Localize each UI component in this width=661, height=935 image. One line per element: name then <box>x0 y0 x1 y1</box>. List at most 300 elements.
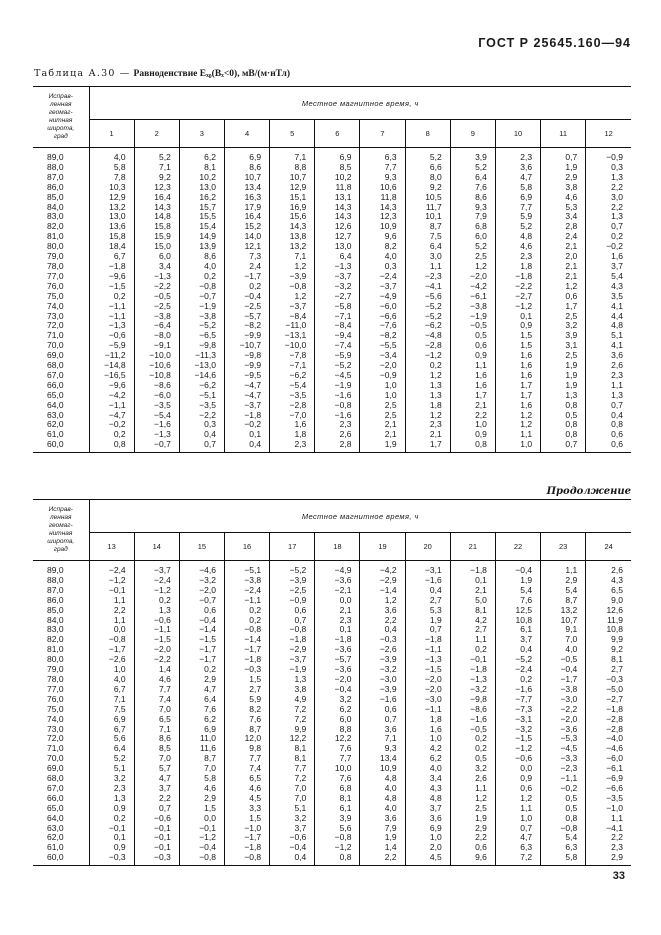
value-cell: 2,5 <box>450 252 495 262</box>
value-cell: 1,7 <box>495 391 540 401</box>
value-cell: 12,6 <box>315 222 360 232</box>
continuation-label: Продолжение <box>546 486 631 497</box>
value-cell: 2,6 <box>450 774 495 784</box>
value-cell: 12,3 <box>360 212 405 222</box>
value-cell: 12,0 <box>224 734 269 744</box>
value-cell: 15,2 <box>224 222 269 232</box>
value-cell: 7,7 <box>134 685 179 695</box>
value-cell: 0,7 <box>134 804 179 814</box>
latitude-cell: 64,0 <box>47 399 64 410</box>
value-cell: 1,2 <box>541 282 586 292</box>
value-cell: 0,9 <box>495 774 540 784</box>
value-cell: −5,6 <box>405 292 450 302</box>
value-cell: −3,3 <box>541 754 586 764</box>
value-cell: −3,7 <box>270 302 315 312</box>
value-cell: 7,6 <box>315 744 360 754</box>
value-cell: 0,1 <box>450 576 495 586</box>
value-cell: −2,0 <box>134 645 179 655</box>
value-cell: 10,6 <box>360 183 405 193</box>
value-cell: −4,7 <box>224 391 269 401</box>
value-cell: −1,3 <box>405 655 450 665</box>
value-cell: 1,1 <box>450 361 495 371</box>
value-cell: −4,5 <box>315 371 360 381</box>
value-cell: −0,4 <box>179 843 224 853</box>
value-cell: 5,8 <box>495 183 540 193</box>
value-cell: 8,5 <box>315 163 360 173</box>
value-cell: −0,1 <box>134 833 179 843</box>
value-cell: 2,2 <box>360 853 405 865</box>
value-cell: 4,1 <box>586 341 631 351</box>
value-cell: −1,8 <box>450 561 495 576</box>
value-cell: 16,4 <box>224 212 269 222</box>
value-cell: 1,0 <box>495 814 540 824</box>
value-cell: −3,7 <box>315 272 360 282</box>
value-cell: −0,8 <box>270 282 315 292</box>
value-cell: 7,1 <box>270 252 315 262</box>
latitude-cell: 71,0 <box>47 743 64 754</box>
value-cell: 0,7 <box>541 440 586 452</box>
latitude-cell: 73,0 <box>47 310 64 321</box>
value-cell: 0,1 <box>89 833 134 843</box>
value-cell: 6,9 <box>405 824 450 834</box>
value-cell: 0,6 <box>495 784 540 794</box>
value-cell: 14,3 <box>315 212 360 222</box>
value-cell: 1,9 <box>450 814 495 824</box>
value-cell: 4,7 <box>495 833 540 843</box>
value-cell: 1,5 <box>495 341 540 351</box>
table-row <box>33 853 631 865</box>
value-cell: 5,6 <box>89 734 134 744</box>
value-cell: −4,1 <box>405 282 450 292</box>
value-cell: 15,9 <box>134 232 179 242</box>
value-cell: 0,2 <box>450 734 495 744</box>
value-cell: −2,4 <box>360 272 405 282</box>
latitude-cell: 75,0 <box>47 290 64 301</box>
value-cell: −1,5 <box>495 734 540 744</box>
value-cell: 1,9 <box>541 381 586 391</box>
value-cell: −2,9 <box>360 576 405 586</box>
value-cell: −0,1 <box>134 824 179 834</box>
value-cell: 4,0 <box>89 675 134 685</box>
value-cell: 2,5 <box>450 804 495 814</box>
latitude-cell: 79,0 <box>47 664 64 675</box>
value-cell: −7,0 <box>270 411 315 421</box>
value-cell: 1,3 <box>541 391 586 401</box>
latitude-cell: 89,0 <box>47 565 64 575</box>
value-cell: −9,9 <box>224 361 269 371</box>
value-cell: 7,6 <box>179 705 224 715</box>
value-cell: −1,7 <box>179 655 224 665</box>
value-cell: 0,7 <box>179 440 224 452</box>
value-cell: 3,9 <box>541 331 586 341</box>
table-row <box>33 302 631 312</box>
value-cell: 7,5 <box>405 232 450 242</box>
value-cell: 1,9 <box>405 616 450 626</box>
value-cell: 12,6 <box>586 606 631 616</box>
value-cell: −0,6 <box>134 616 179 626</box>
value-cell: −2,0 <box>405 685 450 695</box>
value-cell: 0,2 <box>179 272 224 282</box>
latitude-cell: 84,0 <box>47 201 64 212</box>
value-cell: 8,6 <box>450 193 495 203</box>
value-cell: −1,2 <box>315 843 360 853</box>
value-cell: 1,0 <box>360 391 405 401</box>
value-cell: 4,7 <box>495 173 540 183</box>
value-cell: −0,2 <box>541 784 586 794</box>
value-cell: 5,7 <box>134 764 179 774</box>
value-cell: 1,6 <box>270 420 315 430</box>
value-cell: −2,4 <box>134 576 179 586</box>
value-cell: 7,2 <box>270 774 315 784</box>
value-cell: 6,6 <box>405 163 450 173</box>
value-cell: 1,2 <box>270 292 315 302</box>
value-cell: 13,4 <box>224 183 269 193</box>
value-cell: −4,9 <box>360 292 405 302</box>
value-cell: 1,4 <box>360 843 405 853</box>
value-cell: 1,0 <box>450 420 495 430</box>
latitude-cell: 80,0 <box>47 241 64 252</box>
value-cell: 4,8 <box>360 794 405 804</box>
value-cell: −2,2 <box>134 655 179 665</box>
value-cell: −3,2 <box>179 576 224 586</box>
value-cell: −6,2 <box>270 371 315 381</box>
value-cell: 11,8 <box>315 183 360 193</box>
value-cell: 0,6 <box>179 606 224 616</box>
value-cell: 0,8 <box>586 420 631 430</box>
value-cell: 1,6 <box>495 361 540 371</box>
value-cell: −6,0 <box>586 754 631 764</box>
value-cell: −5,3 <box>541 734 586 744</box>
value-cell: 0,5 <box>450 754 495 764</box>
latitude-cell: 69,0 <box>47 763 64 774</box>
value-cell: 6,5 <box>134 715 179 725</box>
value-cell: 13,2 <box>270 242 315 252</box>
value-cell: −1,7 <box>224 645 269 655</box>
value-cell: −2,8 <box>270 401 315 411</box>
value-cell: −3,5 <box>586 794 631 804</box>
value-cell: −3,8 <box>450 302 495 312</box>
value-cell: −1,6 <box>360 695 405 705</box>
value-cell: −1,5 <box>179 635 224 645</box>
value-cell: 10,8 <box>495 616 540 626</box>
value-cell: 2,6 <box>586 361 631 371</box>
value-cell: 10,8 <box>586 625 631 635</box>
latitude-cell: 80,0 <box>47 654 64 665</box>
value-cell: 2,7 <box>224 685 269 695</box>
value-cell: 5,4 <box>586 272 631 282</box>
value-cell: 1,3 <box>586 212 631 222</box>
value-cell: 0,2 <box>134 596 179 606</box>
value-cell: 0,1 <box>315 625 360 635</box>
value-cell: 0,3 <box>360 262 405 272</box>
data-table-hours-1-12 <box>33 86 631 453</box>
value-cell: 7,1 <box>360 734 405 744</box>
value-cell: 3,3 <box>224 804 269 814</box>
value-cell: 15,0 <box>134 242 179 252</box>
value-cell: 3,7 <box>586 262 631 272</box>
value-cell: 7,9 <box>360 824 405 834</box>
value-cell: 9,9 <box>586 635 631 645</box>
value-cell: 12,5 <box>495 606 540 616</box>
value-cell: 1,0 <box>89 665 134 675</box>
value-cell: 1,8 <box>405 715 450 725</box>
value-cell: 2,3 <box>586 843 631 853</box>
value-cell: 7,0 <box>179 764 224 774</box>
value-cell: 2,6 <box>586 561 631 576</box>
value-cell: −0,3 <box>89 853 134 865</box>
value-cell: 14,3 <box>360 203 405 213</box>
value-cell: 0,8 <box>541 420 586 430</box>
value-cell: −3,5 <box>270 391 315 401</box>
value-cell: −8,2 <box>224 321 269 331</box>
value-cell: −5,1 <box>179 391 224 401</box>
hour-header: 24 <box>586 533 631 561</box>
value-cell: −1,8 <box>405 635 450 645</box>
value-cell: −9,6 <box>89 272 134 282</box>
value-cell: 0,2 <box>450 744 495 754</box>
value-cell: 5,1 <box>586 331 631 341</box>
latitude-header: Исправ- ленная геомаг- нитная широта, град <box>33 500 89 561</box>
value-cell: −5,2 <box>495 655 540 665</box>
value-cell: 1,1 <box>450 635 495 645</box>
value-cell: −0,8 <box>315 833 360 843</box>
value-cell: −8,2 <box>360 331 405 341</box>
value-cell: 1,2 <box>495 420 540 430</box>
value-cell: 5,3 <box>405 606 450 616</box>
value-cell: 13,0 <box>89 212 134 222</box>
value-cell: 2,7 <box>586 665 631 675</box>
value-cell: 0,3 <box>586 163 631 173</box>
value-cell: −0,1 <box>89 586 134 596</box>
value-cell: 3,7 <box>405 804 450 814</box>
value-cell: 2,2 <box>450 833 495 843</box>
latitude-cell: 79,0 <box>47 251 64 262</box>
value-cell: 15,6 <box>270 212 315 222</box>
latitude-cell: 64,0 <box>47 812 64 823</box>
value-cell: 1,0 <box>495 440 540 452</box>
value-cell: 14,0 <box>224 232 269 242</box>
value-cell: −8,4 <box>270 312 315 322</box>
value-cell: 3,4 <box>405 774 450 784</box>
value-cell: 0,4 <box>360 625 405 635</box>
value-cell: 2,5 <box>360 401 405 411</box>
hour-header: 13 <box>89 533 134 561</box>
value-cell: 4,2 <box>450 616 495 626</box>
latitude-cell: 85,0 <box>47 604 64 615</box>
value-cell: 0,2 <box>450 645 495 655</box>
value-cell: 7,7 <box>495 203 540 213</box>
latitude-cell: 65,0 <box>47 389 64 400</box>
value-cell: −0,5 <box>450 321 495 331</box>
latitude-cell: 70,0 <box>47 340 64 351</box>
value-cell: 5,1 <box>89 764 134 774</box>
value-cell: 1,2 <box>360 596 405 606</box>
value-cell: 6,9 <box>224 148 269 163</box>
value-cell: 0,8 <box>541 401 586 411</box>
value-cell: −10,0 <box>270 341 315 351</box>
value-cell: 8,1 <box>586 655 631 665</box>
value-cell: 1,7 <box>450 391 495 401</box>
value-cell: −2,4 <box>495 665 540 675</box>
value-cell: 11,9 <box>586 616 631 626</box>
value-cell: 2,1 <box>450 586 495 596</box>
value-cell: 2,7 <box>450 625 495 635</box>
hour-header: 4 <box>224 120 269 148</box>
value-cell: 0,8 <box>450 440 495 452</box>
value-cell: 13,8 <box>270 232 315 242</box>
latitude-cell: 67,0 <box>47 782 64 793</box>
value-cell: 4,6 <box>179 784 224 794</box>
value-cell: 7,1 <box>134 163 179 173</box>
value-cell: 8,1 <box>270 744 315 754</box>
value-cell: 6,5 <box>586 586 631 596</box>
data-table-hours-13-24 <box>33 499 631 866</box>
value-cell: 14,3 <box>134 203 179 213</box>
value-cell: −13,1 <box>270 331 315 341</box>
value-cell: −1,0 <box>586 804 631 814</box>
value-cell: −2,2 <box>541 705 586 715</box>
value-cell: 8,0 <box>405 173 450 183</box>
value-cell: 1,9 <box>360 440 405 452</box>
value-cell: 2,3 <box>89 784 134 794</box>
value-cell: 10,7 <box>270 173 315 183</box>
value-cell: 5,8 <box>541 853 586 865</box>
value-cell: 2,1 <box>315 606 360 616</box>
value-cell: 13,0 <box>315 242 360 252</box>
value-cell: 0,4 <box>495 645 540 655</box>
value-cell: 2,1 <box>541 262 586 272</box>
value-cell: −1,9 <box>179 302 224 312</box>
value-cell: −7,6 <box>360 321 405 331</box>
value-cell: −4,7 <box>224 381 269 391</box>
latitude-cell: 72,0 <box>47 733 64 744</box>
value-cell: 7,9 <box>450 212 495 222</box>
value-cell: −5,8 <box>315 302 360 312</box>
latitude-cell: 76,0 <box>47 280 64 291</box>
latitude-cell: 81,0 <box>47 231 64 242</box>
value-cell: 12,2 <box>315 734 360 744</box>
value-cell: −2,2 <box>179 411 224 421</box>
value-cell: 0,9 <box>89 843 134 853</box>
value-cell: 6,8 <box>315 784 360 794</box>
value-cell: −0,1 <box>89 824 134 834</box>
value-cell: 1,3 <box>270 675 315 685</box>
value-cell: 13,6 <box>89 222 134 232</box>
latitude-cell: 63,0 <box>47 822 64 833</box>
value-cell: −1,2 <box>89 576 134 586</box>
value-cell: 7,6 <box>450 183 495 193</box>
hour-header: 3 <box>179 120 224 148</box>
value-cell: −0,8 <box>270 625 315 635</box>
value-cell: 10,3 <box>89 183 134 193</box>
value-cell: 0,5 <box>541 411 586 421</box>
value-cell: 2,2 <box>586 183 631 193</box>
value-cell: −0,6 <box>89 331 134 341</box>
value-cell: 1,0 <box>405 734 450 744</box>
value-cell: 3,6 <box>586 351 631 361</box>
value-cell: 3,4 <box>541 212 586 222</box>
value-cell: −3,6 <box>315 576 360 586</box>
value-cell: 0,1 <box>495 312 540 322</box>
value-cell: 3,0 <box>405 252 450 262</box>
value-cell: −1,9 <box>270 665 315 675</box>
value-cell: −3,4 <box>360 351 405 361</box>
value-cell: 9,2 <box>586 645 631 655</box>
latitude-cell: 89,0 <box>47 152 64 162</box>
document-header: ГОСТ Р 25645.160—94 <box>478 36 631 50</box>
value-cell: −2,8 <box>586 715 631 725</box>
value-cell: 0,2 <box>89 814 134 824</box>
value-cell: 14,3 <box>315 203 360 213</box>
value-cell: −11,0 <box>270 321 315 331</box>
value-cell: −1,7 <box>541 675 586 685</box>
value-cell: 3,6 <box>360 606 405 616</box>
value-cell: −2,0 <box>315 675 360 685</box>
value-cell: −2,3 <box>541 764 586 774</box>
value-cell: 2,1 <box>360 420 405 430</box>
value-cell: −11,2 <box>89 351 134 361</box>
value-cell: 0,6 <box>586 440 631 452</box>
value-cell: 5,2 <box>450 163 495 173</box>
value-cell: 15,8 <box>89 232 134 242</box>
value-cell: 8,6 <box>134 734 179 744</box>
value-cell: −7,8 <box>270 351 315 361</box>
value-cell: 1,3 <box>586 391 631 401</box>
value-cell: 0,5 <box>541 804 586 814</box>
value-cell: 5,2 <box>134 148 179 163</box>
value-cell: 6,2 <box>179 715 224 725</box>
latitude-cell: 78,0 <box>47 260 64 271</box>
value-cell: 9,3 <box>360 744 405 754</box>
value-cell: −1,1 <box>405 645 450 655</box>
value-cell: −1,6 <box>315 391 360 401</box>
value-cell: −0,2 <box>586 242 631 252</box>
value-cell: −6,1 <box>586 764 631 774</box>
hour-header: 20 <box>405 533 450 561</box>
value-cell: 0,0 <box>495 764 540 774</box>
latitude-cell: 86,0 <box>47 181 64 192</box>
value-cell: 4,6 <box>495 242 540 252</box>
value-cell: −3,2 <box>360 665 405 675</box>
value-cell: 6,5 <box>224 774 269 784</box>
value-cell: 1,0 <box>360 381 405 391</box>
latitude-cell: 77,0 <box>47 683 64 694</box>
value-cell: 2,9 <box>541 173 586 183</box>
value-cell: 1,6 <box>586 252 631 262</box>
value-cell: 11,7 <box>405 203 450 213</box>
value-cell: −1,5 <box>405 665 450 675</box>
value-cell: −7,3 <box>495 705 540 715</box>
value-cell: 0,9 <box>450 430 495 440</box>
value-cell: 3,6 <box>405 814 450 824</box>
latitude-cell: 76,0 <box>47 693 64 704</box>
latitude-cell: 81,0 <box>47 644 64 655</box>
value-cell: 2,2 <box>450 411 495 421</box>
value-cell: −0,8 <box>179 282 224 292</box>
value-cell: 2,5 <box>541 312 586 322</box>
value-cell: −3,5 <box>179 401 224 411</box>
value-cell: 3,6 <box>360 725 405 735</box>
latitude-cell: 83,0 <box>47 211 64 222</box>
value-cell: 0,7 <box>586 401 631 411</box>
latitude-cell: 68,0 <box>47 360 64 371</box>
value-cell: 4,2 <box>405 744 450 754</box>
hour-header: 21 <box>450 533 495 561</box>
value-cell: 8,7 <box>224 725 269 735</box>
value-cell: 2,8 <box>541 222 586 232</box>
value-cell: 16,2 <box>179 193 224 203</box>
latitude-cell: 66,0 <box>47 379 64 390</box>
